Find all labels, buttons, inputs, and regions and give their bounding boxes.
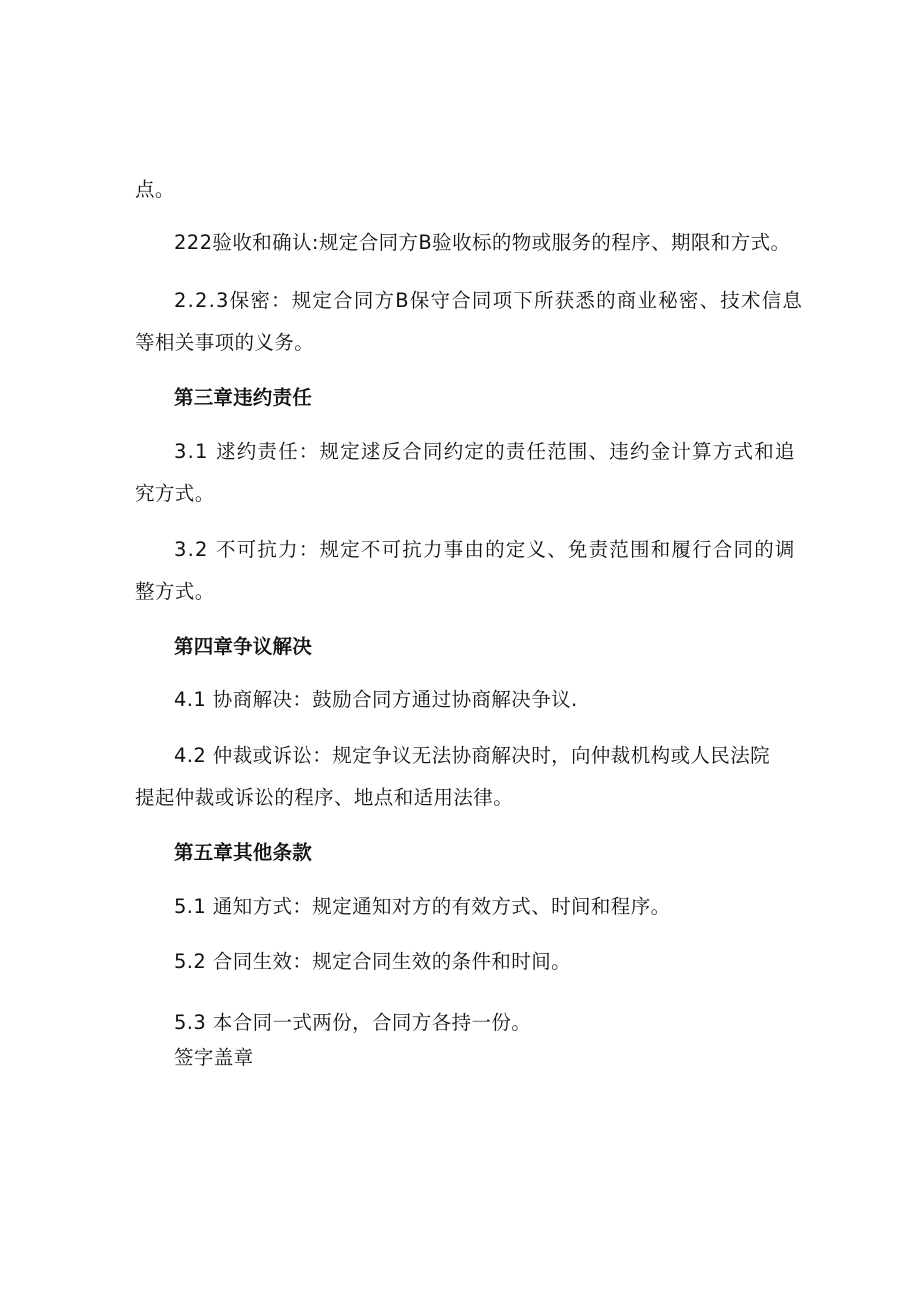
chapter-5-heading: 第五章其他条款 <box>174 841 312 864</box>
clause-2-2-3-continuation: 等相关事项的义务。 <box>135 331 315 354</box>
clause-3-2-continuation: 整方式。 <box>135 580 215 603</box>
clause-5-1: 5.1 通知方式：规定通知对方的有效方式、时间和程序。 <box>174 895 671 918</box>
clause-4-2-continuation: 提起仲裁或诉讼的程序、地点和适用法律。 <box>135 786 514 809</box>
clause-5-3: 5.3 本合同一式两份，合同方各持一份。 <box>174 1011 532 1034</box>
clause-5-2: 5.2 合同生效：规定合同生效的条件和时间。 <box>174 950 572 973</box>
chapter-4-heading: 第四章争议解决 <box>174 635 312 658</box>
clause-2-2-3: 2.2.3保密：规定合同方B保守合同项下所获悉的商业秘密、技术信息 <box>174 289 804 312</box>
clause-3-2: 3.2 不可抗力：规定不可抗力事由的定义、免责范围和履行合同的调 <box>174 538 796 561</box>
clause-4-1: 4.1 协商解决：鼓励合同方通过协商解决争议. <box>174 688 578 711</box>
clause-4-2: 4.2 仲裁或诉讼：规定争议无法协商解决时，向仲裁机构或人民法院 <box>174 744 771 767</box>
chapter-3-heading: 第三章违约责任 <box>174 386 312 409</box>
signature-stamp-label: 签字盖章 <box>174 1046 254 1069</box>
paragraph-continuation: 点。 <box>135 178 175 201</box>
clause-2-2-2: 222验收和确认:规定合同方B验收标的物或服务的程序、期限和方式。 <box>174 231 791 254</box>
clause-3-1: 3.1 逑约责任：规定逑反合同约定的责任范围、违约金计算方式和追 <box>174 440 796 463</box>
clause-3-1-continuation: 究方式。 <box>135 482 215 505</box>
